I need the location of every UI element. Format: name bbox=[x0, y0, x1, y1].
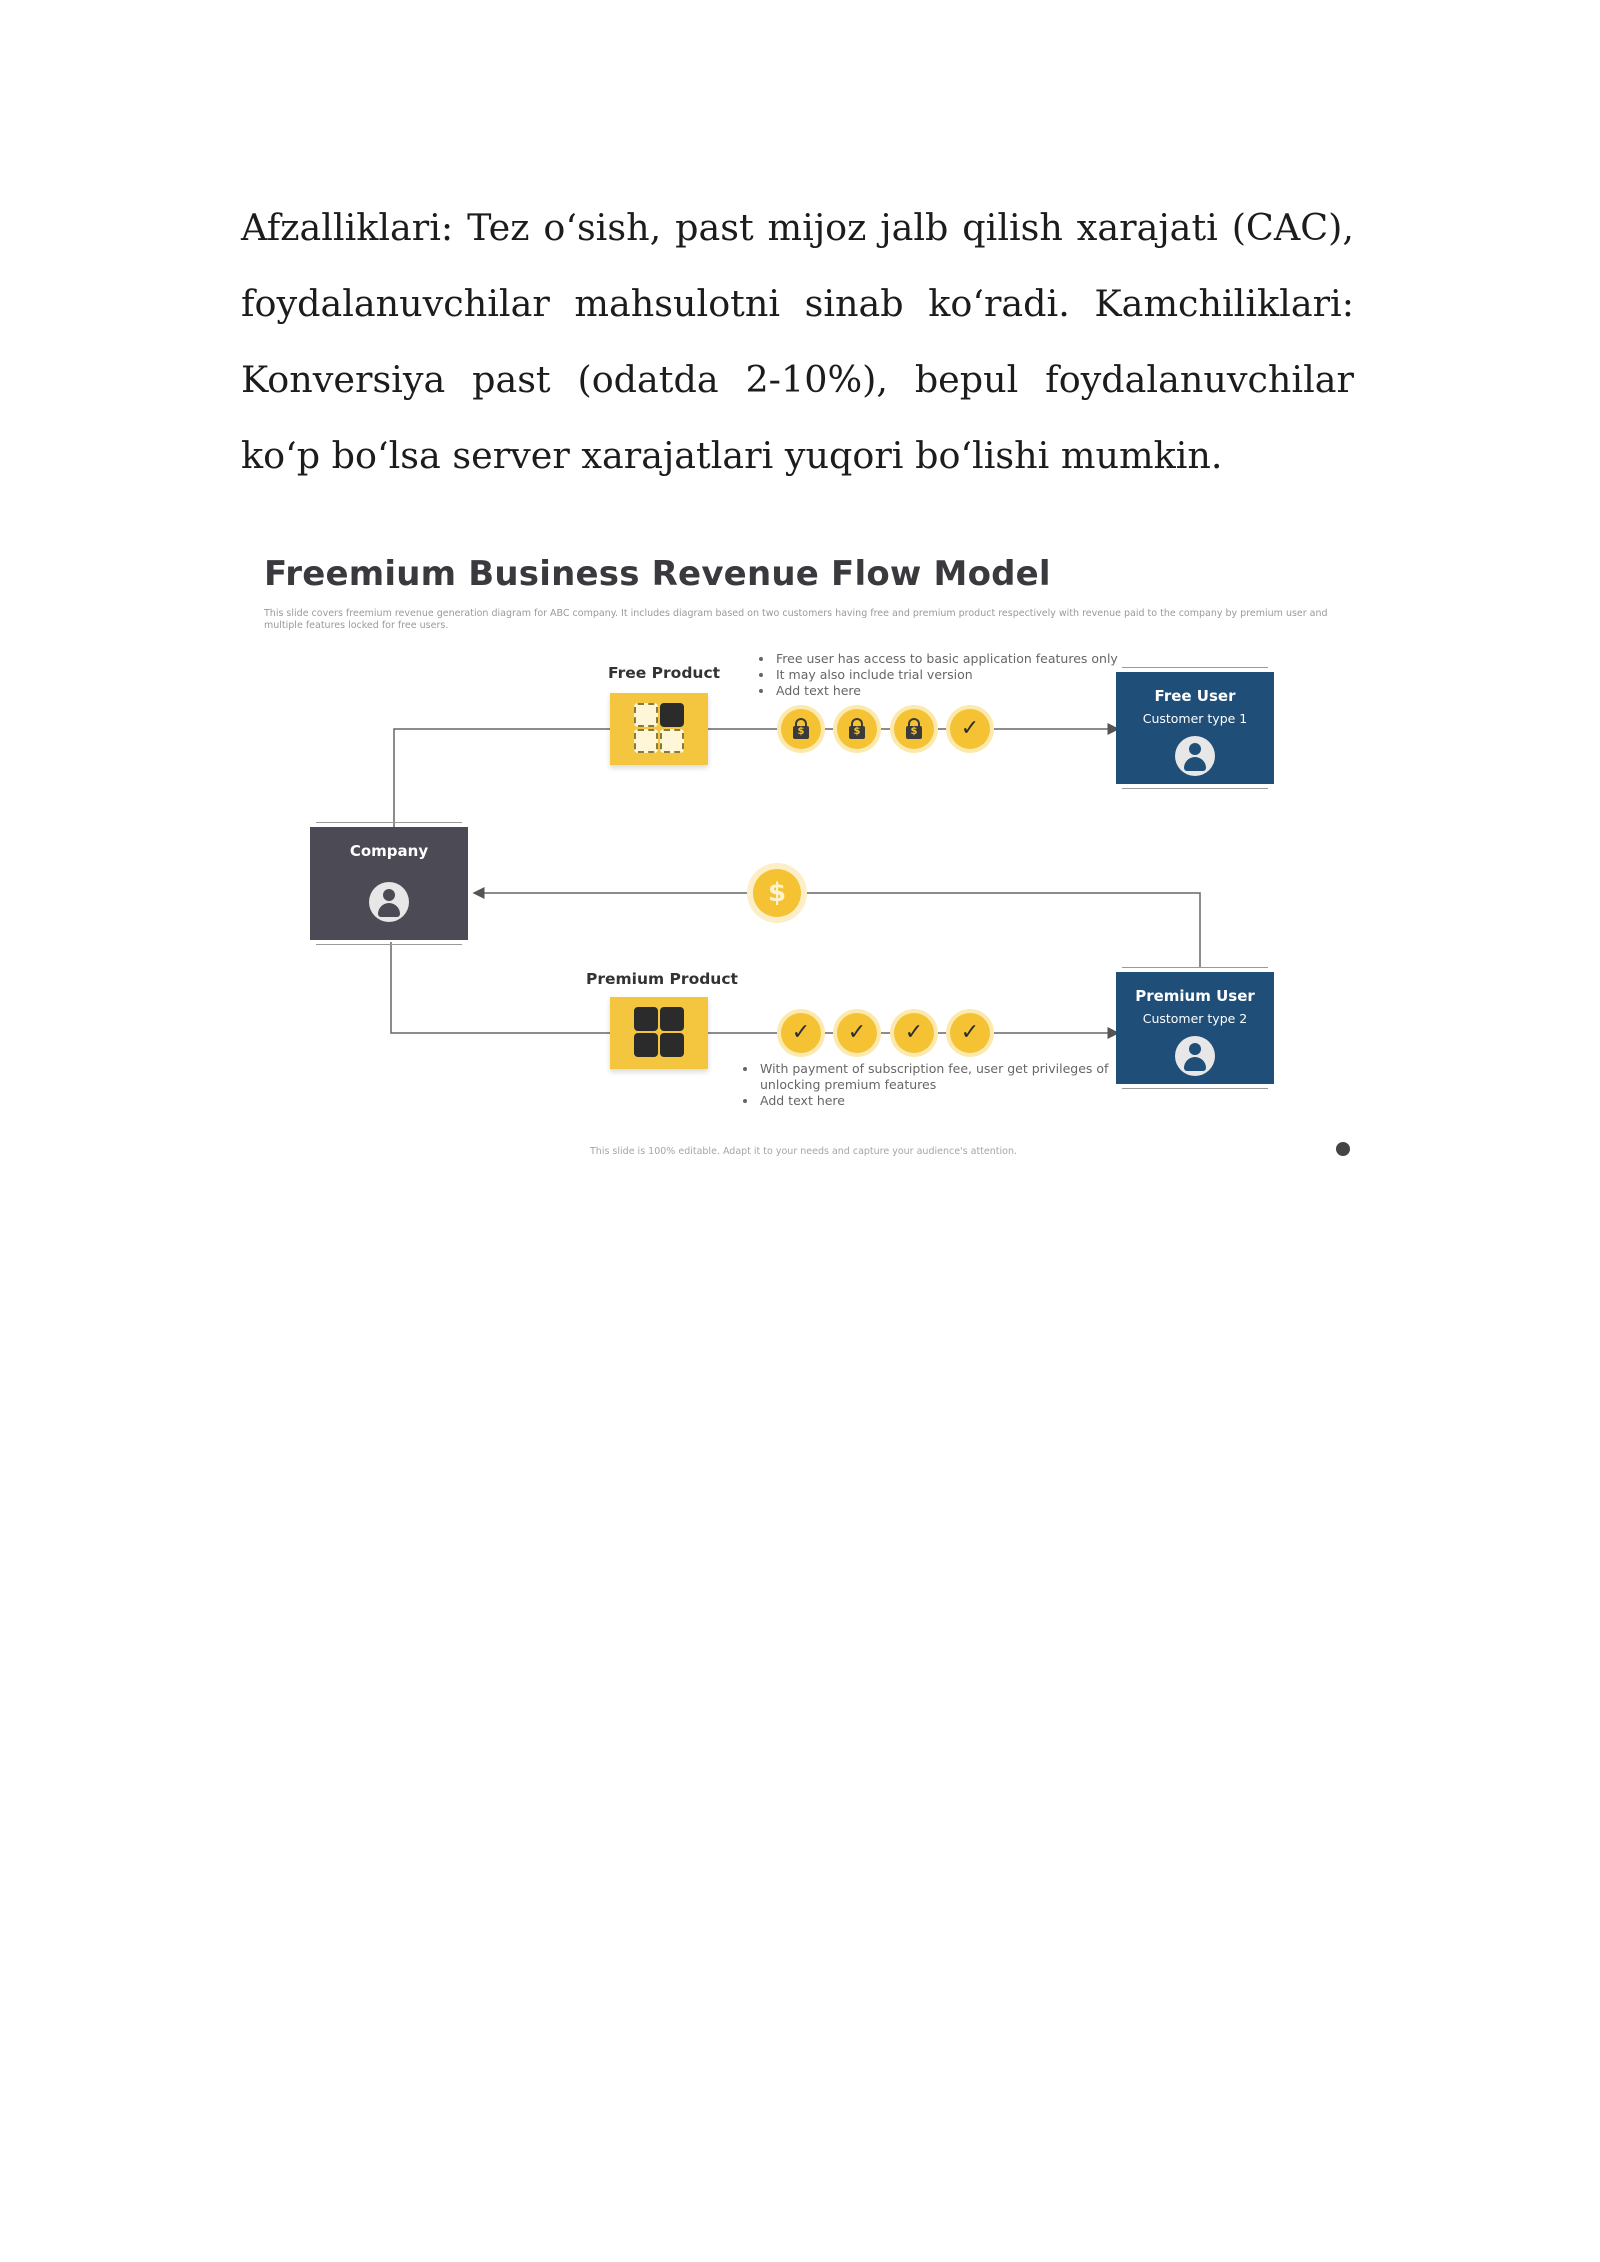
check-icon: ✓ bbox=[950, 1013, 990, 1053]
premium-user-subtitle: Customer type 2 bbox=[1142, 1011, 1248, 1026]
diagram-description: This slide covers freemium revenue generation diagram for ABC company. It includes diagram based on two customers having free and premium product respectively with revenue paid to the company by premium user and multiple features locked for free users. bbox=[264, 608, 1328, 631]
dollar-coin-icon: $ bbox=[753, 869, 801, 917]
user-icon bbox=[1175, 736, 1215, 776]
company-box bbox=[310, 827, 468, 940]
puzzle-icon bbox=[634, 1007, 684, 1057]
diagram-title: Freemium Business Revenue Flow Model bbox=[264, 554, 1051, 594]
lock-icon: $ bbox=[894, 709, 934, 749]
revenue-to-company-arrow bbox=[474, 893, 1200, 968]
premium-product-tile bbox=[610, 997, 708, 1069]
free-user-box bbox=[1116, 672, 1274, 784]
bullet-item: • With payment of subscription fee, user get privileges of unlocking premium features bbox=[758, 1061, 1118, 1093]
company-to-premium-product-line bbox=[391, 942, 610, 1033]
free-product-label: Free Product bbox=[608, 664, 721, 682]
premium-user-title: Premium User bbox=[1135, 987, 1255, 1005]
lock-icon: $ bbox=[837, 709, 877, 749]
bullet-item: • Add text here bbox=[758, 1093, 1118, 1109]
check-icon: ✓ bbox=[837, 1013, 877, 1053]
check-icon: ✓ bbox=[950, 709, 990, 749]
company-to-free-product-line bbox=[394, 729, 610, 827]
body-paragraph: Afzalliklari: Tez o‘sish, past mijoz jalb qilish xarajati (CAC), foydalanuvchilar mahsulotni sinab ko‘radi. Kamchiliklari: Konversiya past (odatda 2-10%), bepul foydalanuvchilar ko‘p bo‘lsa server xarajatlari yuqori bo‘lishi mumkin. bbox=[241, 206, 1354, 477]
check-icon: ✓ bbox=[894, 1013, 934, 1053]
slide-indicator-dot bbox=[1336, 1142, 1350, 1156]
free-user-title: Free User bbox=[1154, 687, 1236, 705]
premium-product-label: Premium Product bbox=[586, 970, 738, 988]
user-icon bbox=[1175, 1036, 1215, 1076]
free-user-subtitle: Customer type 1 bbox=[1142, 711, 1248, 726]
check-icon: ✓ bbox=[781, 1013, 821, 1053]
lock-icon: $ bbox=[781, 709, 821, 749]
slide-footer-note: This slide is 100% editable. Adapt it to your needs and capture your audience's attention. bbox=[590, 1146, 1017, 1157]
company-user-icon bbox=[369, 882, 409, 922]
bullet-item: • Add text here bbox=[774, 683, 1144, 699]
bullet-item: • Free user has access to basic application features only bbox=[774, 651, 1144, 667]
freemium-diagram bbox=[250, 540, 1360, 1180]
premium-user-box bbox=[1116, 972, 1274, 1084]
puzzle-icon bbox=[634, 703, 684, 753]
free-product-bullets bbox=[756, 651, 1144, 699]
premium-product-bullets bbox=[740, 1061, 1118, 1109]
free-product-tile bbox=[610, 693, 708, 765]
bullet-item: • It may also include trial version bbox=[774, 667, 1144, 683]
company-title: Company bbox=[349, 842, 429, 860]
